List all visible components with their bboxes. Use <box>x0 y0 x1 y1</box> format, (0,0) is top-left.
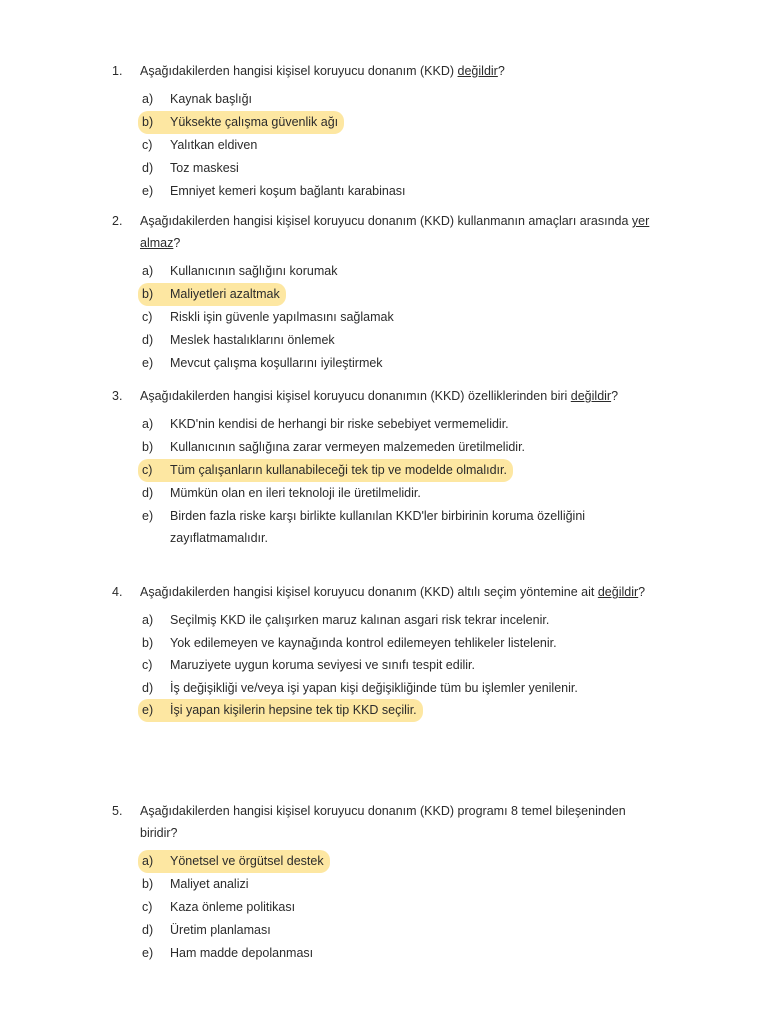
question-number: 4. <box>112 585 123 599</box>
option-d[interactable]: d) Toz maskesi <box>142 161 239 175</box>
question-number: 5. <box>112 804 123 818</box>
question-text: Aşağıdakilerden hangisi kişisel koruyucu donanım (KKD) kullanmanın amaçları arasında yer almaz? <box>140 214 650 250</box>
option-e[interactable]: e) Mevcut çalışma koşullarını iyileştirmek <box>142 356 383 370</box>
options-list <box>142 260 672 375</box>
options-list <box>142 850 672 965</box>
question-text: Aşağıdakilerden hangisi kişisel koruyucu donanım (KKD) altılı seçim yöntemine ait değildir? <box>140 585 646 599</box>
option-d[interactable]: d) Üretim planlaması <box>142 923 271 937</box>
option-a-highlighted[interactable]: a) Yönetsel ve örgütsel destek <box>138 850 330 873</box>
option-b[interactable]: b) Kullanıcının sağlığına zarar vermeyen malzemeden üretilmelidir. <box>142 440 526 454</box>
option-b-highlighted[interactable]: b) Yüksekte çalışma güvenlik ağı <box>138 111 344 134</box>
option-a[interactable]: a) Kaynak başlığı <box>142 92 252 106</box>
question-text: Aşağıdakilerden hangisi kişisel koruyucu donanım (KKD) programı 8 temel bileşeninden biridir? <box>140 804 626 840</box>
question-4 <box>112 581 672 722</box>
options-list <box>142 88 672 203</box>
question-5 <box>112 800 672 965</box>
question-number: 2. <box>112 214 123 228</box>
question-text: Aşağıdakilerden hangisi kişisel koruyucu donanımın (KKD) özelliklerinden biri değildir? <box>140 389 619 403</box>
option-d[interactable]: d) Meslek hastalıklarını önlemek <box>142 333 335 347</box>
question-emphasis: yer almaz <box>140 214 650 250</box>
option-e[interactable]: e) Emniyet kemeri koşum bağlantı karabinası <box>142 184 406 198</box>
question-emphasis: değildir <box>570 389 612 403</box>
option-a[interactable]: a) Kullanıcının sağlığını korumak <box>142 264 338 278</box>
question-number: 3. <box>112 389 123 403</box>
option-d[interactable]: d) İş değişikliği ve/veya işi yapan kişi değişikliğinde tüm bu işlemler yenilenir. <box>142 681 578 695</box>
option-c[interactable]: c) Yalıtkan eldiven <box>142 138 258 152</box>
options-list <box>142 609 672 722</box>
question-text: Aşağıdakilerden hangisi kişisel koruyucu donanım (KKD) değildir? <box>140 64 505 78</box>
question-1 <box>112 60 672 203</box>
option-b[interactable]: b) Yok edilemeyen ve kaynağında kontrol edilemeyen tehlikeler listelenir. <box>142 636 557 650</box>
option-e[interactable]: e) Ham madde depolanması <box>142 946 314 960</box>
options-list <box>142 413 672 549</box>
question-emphasis: değildir <box>457 64 498 78</box>
option-c[interactable]: c) Kaza önleme politikası <box>142 900 296 914</box>
option-e[interactable]: e) Birden fazla riske karşı birlikte kullanılan KKD'ler birbirinin koruma özelliğini zayıflatmamalıdır. <box>142 509 586 545</box>
question-2 <box>112 210 672 375</box>
option-b-highlighted[interactable]: b) Maliyetleri azaltmak <box>138 283 286 306</box>
question-number: 1. <box>112 64 123 78</box>
option-c-highlighted[interactable]: c) Tüm çalışanların kullanabileceği tek tip ve modelde olmalıdır. <box>138 459 513 482</box>
option-c[interactable]: c) Riskli işin güvenle yapılmasını sağlamak <box>142 310 394 324</box>
option-a[interactable]: a) Seçilmiş KKD ile çalışırken maruz kalınan asgari risk tekrar incelenir. <box>142 613 550 627</box>
option-a[interactable]: a) KKD'nin kendisi de herhangi bir riske sebebiyet vermemelidir. <box>142 417 509 431</box>
option-c[interactable]: c) Maruziyete uygun koruma seviyesi ve sınıfı tespit edilir. <box>142 658 475 672</box>
question-emphasis: değildir <box>597 585 639 599</box>
option-e-highlighted[interactable]: e) İşi yapan kişilerin hepsine tek tip KKD seçilir. <box>138 699 423 722</box>
option-d[interactable]: d) Mümkün olan en ileri teknoloji ile üretilmelidir. <box>142 486 421 500</box>
option-b[interactable]: b) Maliyet analizi <box>142 877 249 891</box>
question-3 <box>112 385 672 549</box>
